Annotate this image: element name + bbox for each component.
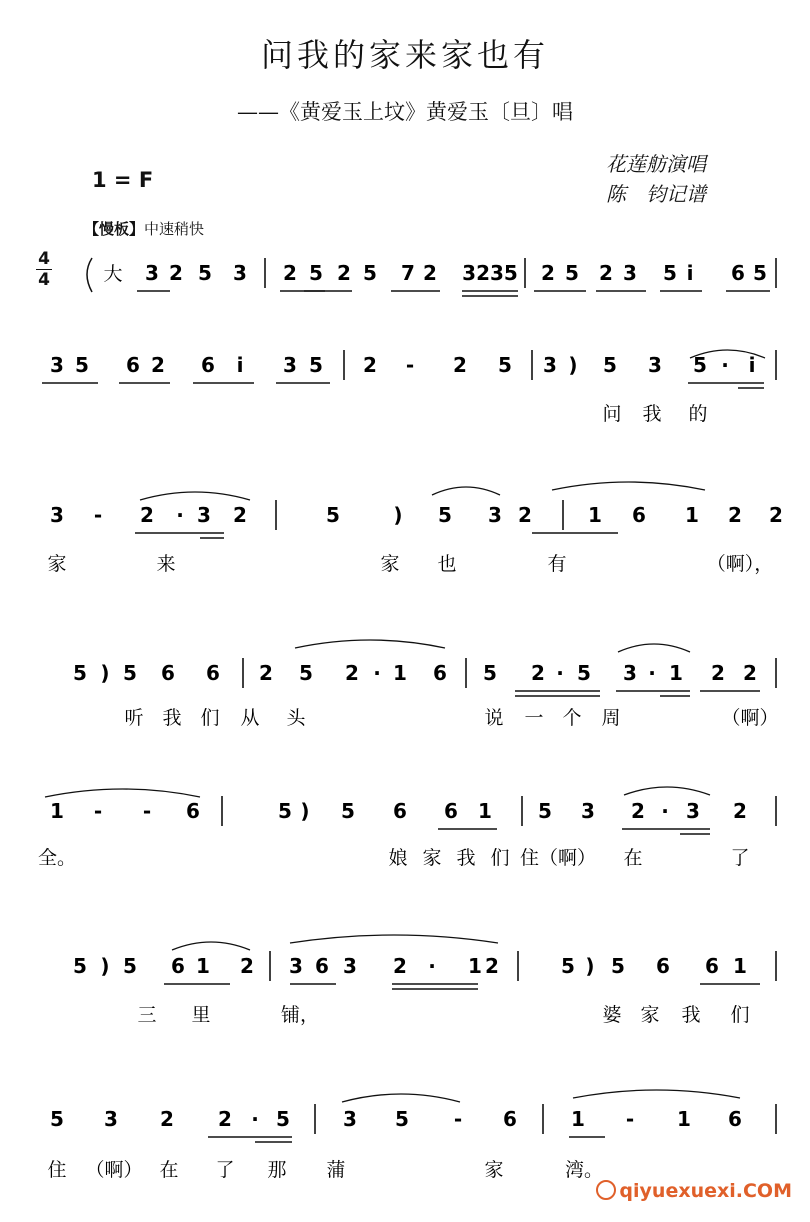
score-note: 2 [160,1107,174,1131]
score-note: · [373,661,381,685]
score-note: 5 [611,954,625,978]
slur-arc [573,1090,740,1098]
score-note: 5 [278,799,292,823]
lyric-syllable: 我 [681,1004,701,1026]
tempo-text: 中速稍快 [144,220,205,238]
page-title: 问我的家来家也有 [260,36,549,74]
score-note: 6 [126,353,140,377]
score-note: 5 [663,261,677,285]
score-note: 1 [571,1107,585,1131]
score-note: 5 [123,661,137,685]
score-note: 6 [393,799,407,823]
lyric-syllable: 我 [162,707,182,729]
score-note: ) [393,503,403,527]
score-note: 5 [395,1107,409,1131]
score-note: 3 [623,661,637,685]
score-note: 2 [259,661,273,685]
slur-arc [552,482,705,490]
score-note: 大 [103,263,123,285]
score-note: 2 [728,503,742,527]
score-note: 5 [693,353,707,377]
lyric-syllable: 了 [215,1159,235,1181]
score-note: 6 [503,1107,517,1131]
tempo-label: 【慢板】 [84,220,145,238]
lyric-syllable: 头 [286,707,306,729]
score-note: 1 [733,954,747,978]
score-note: ) [300,799,310,823]
score-note: 5 [341,799,355,823]
score-note: 2 [393,954,407,978]
score-note: 2 [140,503,154,527]
score-note: 3 [623,261,637,285]
score-note: 3 [197,503,211,527]
lyric-syllable: 们 [730,1004,750,1026]
score-note: 1 [685,503,699,527]
score-note: 5 [309,261,323,285]
score-note: 6 [161,661,175,685]
score-note: 6 [731,261,745,285]
score-note: 5 [565,261,579,285]
score-note: i [236,353,244,377]
score-note: · [648,661,656,685]
score-note: · [721,353,729,377]
score-note: 5 [73,661,87,685]
lyric-syllable: 家 [380,553,400,575]
lyric-syllable: 我 [456,847,476,869]
page-subtitle: ——《黄爱玉上坟》黄爱玉〔旦〕唱 [237,100,573,124]
score-note: 3235 [462,261,518,285]
score-note: 5 [50,1107,64,1131]
lyric-syllable: 家 [422,847,442,869]
slur-arc [432,487,500,495]
lyric-syllable: 了 [730,847,750,869]
score-note: 6 [201,353,215,377]
score-note: - [93,503,103,527]
score-note: 1 [393,661,407,685]
score-note: 6 [656,954,670,978]
score-note: - [625,1107,635,1131]
score-note: 2 [169,261,183,285]
score-note: 2 [518,503,532,527]
lyric-syllable: 蒲 [326,1159,346,1181]
score-note: 5 [363,261,377,285]
score-note: 2 [337,261,351,285]
score-note: 3 [686,799,700,823]
score-note: 5 [577,661,591,685]
score-note: 5 [538,799,552,823]
score-note: 7 [401,261,415,285]
score-note: 2 [151,353,165,377]
watermark-text: qiyuexuexi.COM [619,1180,792,1202]
lyric-syllable: 里 [191,1004,211,1026]
score-note: ) [100,954,110,978]
lyric-syllable: 有 [547,553,567,575]
lyric-syllable: 家 [47,553,67,575]
score-note: 2 [345,661,359,685]
score-note: 6 [171,954,185,978]
lyric-syllable: （啊） [85,1159,143,1181]
score-note: 6 [315,954,329,978]
score-note: 3 [145,261,159,285]
score-note: 5 [198,261,212,285]
score-note: 2 [531,661,545,685]
score-note: - [453,1107,463,1131]
lyric-syllable: 湾。 [564,1159,604,1181]
score-note: ) [585,954,595,978]
score-note: 5 [753,261,767,285]
lyric-syllable: 从 [240,707,260,729]
score-note: - [405,353,415,377]
lyric-syllable: 们 [200,707,220,729]
score-note: ) [568,353,578,377]
lyric-syllable: 听 [124,707,144,729]
score-note: i [686,261,694,285]
lyric-syllable: 婆 [602,1004,622,1026]
score-note: 2 [485,954,499,978]
lyric-syllable: 娘 [388,847,408,869]
lyric-syllable: 来 [156,553,176,575]
slur-arc [618,644,690,652]
score-note: 5 [75,353,89,377]
score-note: 5 [438,503,452,527]
slur-arc [624,787,710,795]
score-note: 5 [299,661,313,685]
qiyue-logo-icon [596,1180,616,1200]
score-note: 5 [498,353,512,377]
score-note: 3 [543,353,557,377]
score-note: 5 [483,661,497,685]
score-note: 3 [343,1107,357,1131]
lyric-syllable: 们 [490,847,510,869]
score-note: 3 [488,503,502,527]
score-note: 1 [196,954,210,978]
score-note: 5 [123,954,137,978]
score-note: 2 [599,261,613,285]
score-note: 2 [631,799,645,823]
score-note: · [661,799,669,823]
lyric-syllable: 住 [47,1159,67,1181]
score-note: 1 [588,503,602,527]
credit-singer: 花莲舫演唱 [606,152,706,176]
score-note: 2 [743,661,757,685]
lyric-syllable: 周 [601,707,621,729]
lyric-syllable: 个 [562,707,582,729]
lyric-syllable: 也 [437,553,457,575]
score-note: - [93,799,103,823]
meter-bottom: 4 [38,270,50,290]
lyric-syllable: 铺， [280,1004,320,1026]
score-note: 2 [240,954,254,978]
lyric-syllable: 在 [159,1159,179,1181]
score-note: 2 [769,503,783,527]
score-note: 3 [50,503,64,527]
score-note: i [748,353,756,377]
score-note: 3 [50,353,64,377]
lyric-syllable: 问 [602,403,622,425]
score-note: 2 [423,261,437,285]
score-note: 5 [309,353,323,377]
score-note: 2 [363,353,377,377]
lyric-syllable: 家 [640,1004,660,1026]
lyric-syllable: 那 [267,1159,287,1181]
score-note: 6 [728,1107,742,1131]
score-note: 2 [233,503,247,527]
score-note: 5 [276,1107,290,1131]
score-note: 5 [73,954,87,978]
lyric-syllable: 说 [484,707,504,729]
score-note: 3 [289,954,303,978]
slur-arc [45,789,200,797]
lyric-syllable: 一 [524,707,544,729]
lyric-syllable: 我 [642,403,662,425]
score-note: 6 [206,661,220,685]
score-note: 2 [218,1107,232,1131]
score-note: - [142,799,152,823]
score-note: 6 [433,661,447,685]
score-note: 1 [677,1107,691,1131]
lyric-syllable: 全。 [37,847,77,869]
key-signature: 1 = F [92,168,154,192]
score-note: 3 [648,353,662,377]
lyric-syllable: 在 [623,847,643,869]
score-note: 5 [326,503,340,527]
score-note: 3 [104,1107,118,1131]
lyric-syllable: 家 [484,1159,504,1181]
score-note: · [176,503,184,527]
score-note: 1 [468,954,482,978]
slur-arc [342,1094,460,1102]
score-note: 1 [669,661,683,685]
score-note: ) [100,661,110,685]
lyric-syllable: 的 [688,403,708,425]
score-note: 6 [444,799,458,823]
opening-paren [87,258,92,292]
score-note: 6 [186,799,200,823]
lyric-syllable: 住（啊） [519,847,597,869]
score-note: 3 [283,353,297,377]
slur-arc [290,935,498,943]
score-note: 2 [453,353,467,377]
score-note: 5 [561,954,575,978]
score-note: 2 [733,799,747,823]
score-note: 2 [541,261,555,285]
score-note: · [251,1107,259,1131]
meter-top: 4 [38,249,50,269]
score-note: 6 [705,954,719,978]
slur-arc [140,492,250,500]
lyric-syllable: （啊） [721,707,779,729]
score-note: 3 [343,954,357,978]
score-note: 3 [581,799,595,823]
score-note: 3 [233,261,247,285]
slur-arc [172,942,250,950]
credit-transcriber: 陈 钧记谱 [606,182,706,206]
score-note: 1 [50,799,64,823]
score-note: 5 [603,353,617,377]
score-note: 6 [632,503,646,527]
score-note: · [556,661,564,685]
score-note: 2 [283,261,297,285]
score-note: 2 [711,661,725,685]
lyric-syllable: 三 [137,1004,157,1026]
lyric-syllable: （啊）， [706,553,774,575]
score-note: 1 [478,799,492,823]
watermark [596,1180,792,1202]
score-note: · [428,954,436,978]
slur-arc [295,640,445,648]
